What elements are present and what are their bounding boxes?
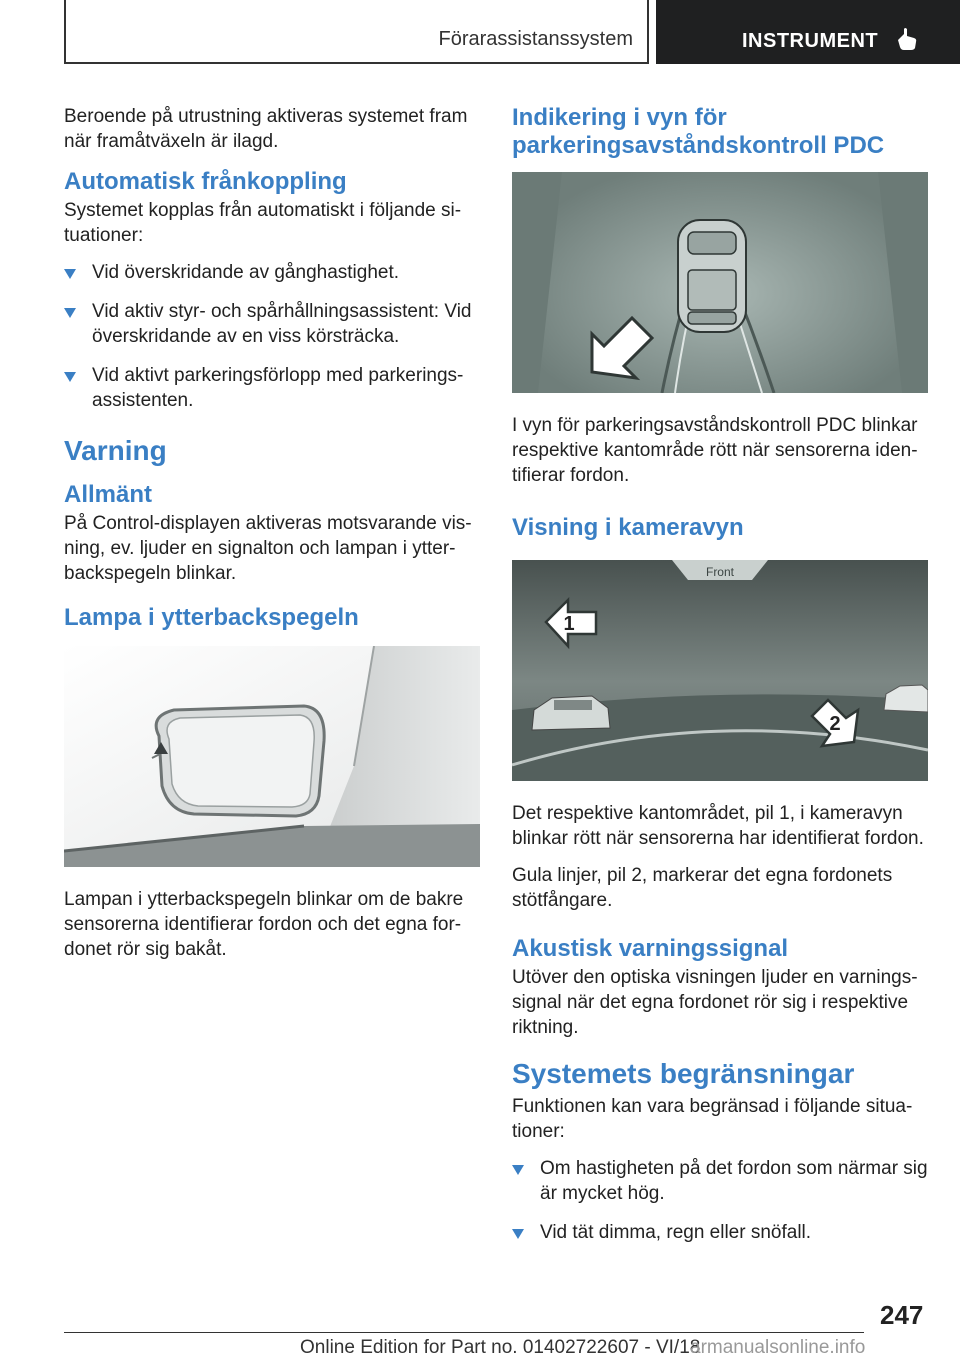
list-item: Om hastigheten på det fordon som närmar sig är mycket hög. [512,1156,928,1206]
footer-watermark: armanualsonline.info [690,1337,866,1358]
header-section-box [64,0,649,64]
acoustic-heading: Akustisk varningssignal [512,935,789,962]
bullet-triangle-icon [512,1165,524,1175]
camera-caption-2: Gula linjer, pil 2, markerar det egna fordonets stötfångare. [512,865,893,911]
bullet-triangle-icon [64,269,76,279]
arrow-2-label: 2 [829,713,841,735]
page-number: 247 [880,1300,924,1330]
pdc-caption: I vyn för parkeringsavståndskontroll PDC blinkar respektive kantområde rött när sensorerna iden-tifierar fordon. [512,415,918,486]
footer-edition: Online Edition for Part no. 01402722607 - VI/18 [300,1337,701,1358]
header-chapter-title: INSTRUMENT [742,30,879,52]
camera-caption-1: Det respektive kantområdet, pil 1, i kameravyn blinkar rött när sensorerna har identifierat fordon. [512,803,924,849]
header-chapter-box [656,0,960,64]
limits-heading: Systemets begränsningar [512,1058,855,1089]
acoustic-text: Utöver den optiska visningen ljuder en varnings-signal när det egna fordonet rör sig i respektive riktning. [512,967,918,1038]
camera-view-heading: Visning i kameravyn [512,514,744,541]
camera-view-illustration [512,560,928,781]
bullet-triangle-icon [64,372,76,382]
auto-disconnect-list [64,260,480,413]
limits-list [512,1156,928,1245]
bullet-triangle-icon [512,1229,524,1239]
arrow-1-label: 1 [563,613,575,635]
general-text: På Control-displayen aktiveras motsvarande vis-ning, ev. ljuder en signalton och lampan i ytter-backspegeln blinkar. [64,513,472,584]
auto-disconnect-heading: Automatisk frånkoppling [64,168,347,195]
list-item: Vid tät dimma, regn eller snöfall. [512,1220,928,1245]
mirror-lamp-heading: Lampa i ytterbackspegeln [64,604,359,631]
mirror-lamp-caption: Lampan i ytterbackspegeln blinkar om de bakre sensorerna identifierar fordon och det egna for-donet rör sig bakåt. [64,889,464,960]
pdc-heading: Indikering i vyn för parkeringsavståndskontroll PDC [512,104,885,159]
footer-divider [64,1332,864,1333]
left-column [64,104,480,974]
header-section-title: Förarassistanssystem [438,28,633,50]
list-item: Vid överskridande av gånghastighet. [64,260,480,285]
warning-heading: Varning [64,435,167,466]
front-label: Front [705,565,735,579]
list-item: Vid aktivt parkeringsförlopp med parkerings-assistenten. [64,363,480,413]
intro-paragraph: Beroende på utrustning aktiveras systemet fram när framåtväxeln är ilagd. [64,106,468,152]
auto-disconnect-text: Systemet kopplas från automatiskt i följande si-tuationer: [64,200,462,246]
general-heading: Allmänt [64,481,153,508]
limits-text: Funktionen kan vara begränsad i följande situa-tioner: [512,1096,913,1142]
pointing-hand-icon [894,26,920,52]
pdc-view-illustration [512,172,928,393]
bullet-triangle-icon [64,308,76,318]
mirror-lamp-illustration [64,646,480,867]
right-column [512,104,928,1259]
list-item: Vid aktiv styr- och spårhållningsassistent: Vid överskridande av en viss körsträcka. [64,299,480,349]
